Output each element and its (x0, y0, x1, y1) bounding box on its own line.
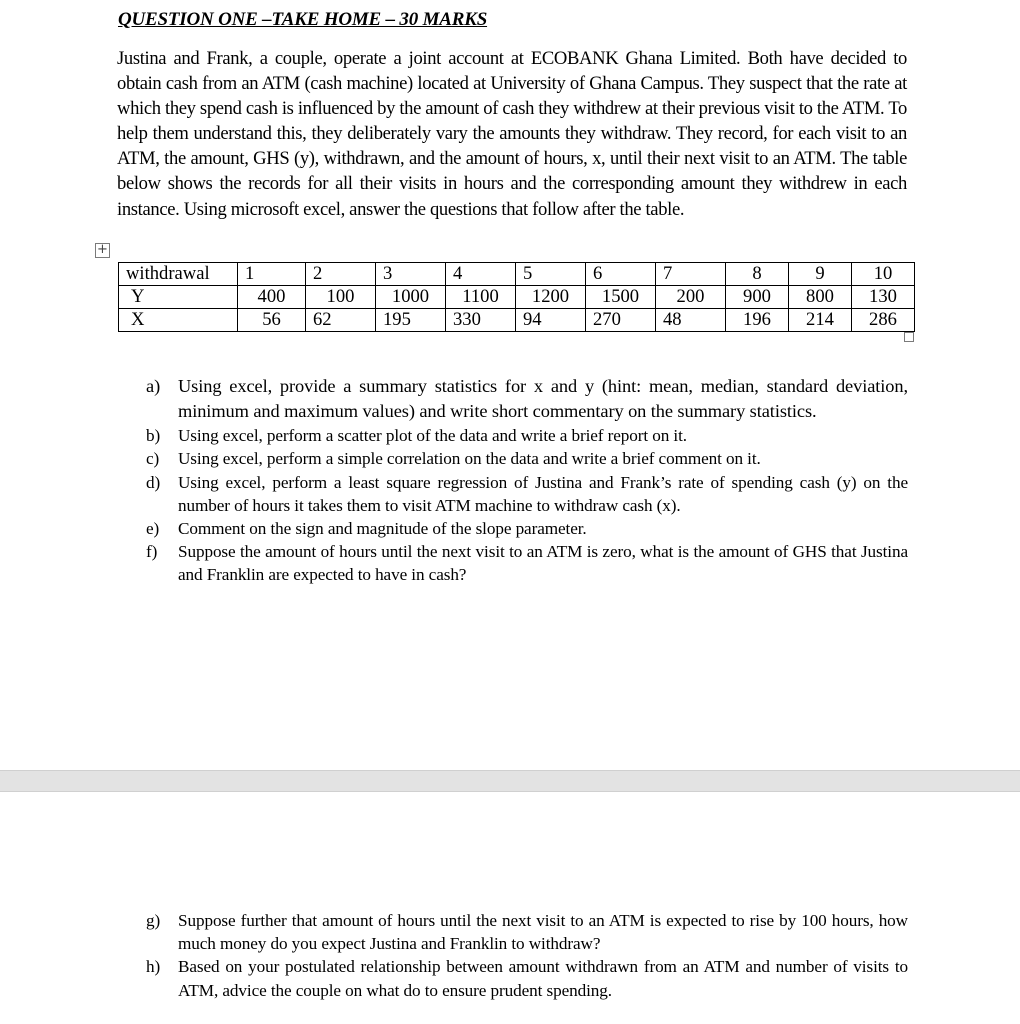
question-text: Using excel, perform a simple correlation on the data and write a brief comment on it. (178, 449, 761, 469)
table-cell[interactable]: 10 (852, 263, 915, 286)
table-cell[interactable]: 8 (726, 263, 789, 286)
question-list (146, 374, 908, 587)
list-marker: b) (146, 426, 161, 446)
table-row-y (119, 286, 915, 309)
table-row-x (119, 309, 915, 332)
table-cell[interactable]: 5 (516, 263, 586, 286)
intro-paragraph[interactable]: Justina and Frank, a couple, operate a joint account at ECOBANK Ghana Limited. Both have decided to obtain cash from an ATM (cash machine) located at University of Ghana Campus. They suspect that the rate at which they spend cash is influenced by the amount of cash they withdrew at their previous visit to the ATM. To help them understand this, they deliberately vary the amounts they withdraw. They record, for each visit to an ATM, the amount, GHS (y), withdrawn, and the amount of hours, x, until their next visit to an ATM. The table below shows the records for all their visits in hours and the corresponding amount they withdrew in each instance. Using microsoft excel, answer the questions that follow after the table. (117, 48, 907, 220)
question-list-page-2 (146, 909, 908, 1002)
table-cell[interactable]: 7 (656, 263, 726, 286)
table-cell[interactable]: 6 (586, 263, 656, 286)
list-item[interactable] (146, 909, 908, 955)
table-cell[interactable]: 100 (306, 286, 376, 309)
table-cell[interactable]: 270 (586, 309, 656, 332)
page-gap (0, 770, 1020, 792)
list-item[interactable] (146, 517, 908, 540)
list-item[interactable] (146, 424, 908, 447)
question-text: Using excel, perform a scatter plot of the data and write a brief report on it. (178, 426, 687, 446)
list-marker: e) (146, 519, 160, 538)
table-cell[interactable]: 286 (852, 309, 915, 332)
question-text: Suppose further that amount of hours until the next visit to an ATM is expected to rise by 100 hours, how much money do you expect Justina and Franklin to withdraw? (178, 911, 908, 954)
table-cell[interactable]: 9 (789, 263, 852, 286)
data-table (118, 262, 915, 332)
table-cell[interactable]: 900 (726, 286, 789, 309)
question-text: Suppose the amount of hours until the next visit to an ATM is zero, what is the amount of GHS that Justina and Franklin are expected to have in cash? (178, 542, 908, 585)
list-item[interactable] (146, 374, 908, 424)
table-cell[interactable]: 195 (376, 309, 446, 332)
list-marker: f) (146, 542, 158, 562)
table-cell[interactable]: 56 (238, 309, 306, 332)
table-cell[interactable]: 400 (238, 286, 306, 309)
table-cell[interactable]: 130 (852, 286, 915, 309)
table-cell[interactable]: 1500 (586, 286, 656, 309)
question-text: Comment on the sign and magnitude of the slope parameter. (178, 519, 587, 538)
table-row-withdrawal (119, 263, 915, 286)
list-marker: d) (146, 472, 161, 492)
table-move-handle-icon[interactable]: + (95, 243, 110, 258)
question-text: Based on your postulated relationship between amount withdrawn from an ATM and number of visits to ATM, advice the couple on what do to ensure prudent spending. (178, 957, 908, 1000)
list-marker: h) (146, 957, 161, 977)
table-cell[interactable]: 94 (516, 309, 586, 332)
list-item[interactable] (146, 540, 908, 586)
table-cell[interactable]: 214 (789, 309, 852, 332)
table-cell[interactable]: 48 (656, 309, 726, 332)
row-label[interactable]: X (119, 309, 238, 332)
question-text: Using excel, provide a summary statistics for x and y (hint: mean, median, standard deviation, minimum and maximum values) and write short commentary on the summary statistics. (178, 376, 908, 422)
list-item[interactable] (146, 447, 908, 470)
list-marker: a) (146, 376, 161, 396)
table-cell[interactable]: 330 (446, 309, 516, 332)
question-text: Using excel, perform a least square regression of Justina and Frank’s rate of spending cash (y) on the number of hours it takes them to visit ATM machine to withdraw cash (x). (178, 472, 908, 515)
list-marker: g) (146, 911, 161, 930)
row-label[interactable]: Y (119, 286, 238, 309)
table-cell[interactable]: 3 (376, 263, 446, 286)
question-heading: QUESTION ONE –TAKE HOME – 30 MARKS (118, 9, 488, 30)
table-resize-handle-icon[interactable] (904, 332, 914, 342)
table-cell[interactable]: 2 (306, 263, 376, 286)
table-cell[interactable]: 200 (656, 286, 726, 309)
table-cell[interactable]: 1000 (376, 286, 446, 309)
table-cell[interactable]: 1 (238, 263, 306, 286)
table-cell[interactable]: 800 (789, 286, 852, 309)
table-cell[interactable]: 1200 (516, 286, 586, 309)
list-item[interactable] (146, 471, 908, 517)
list-item[interactable] (146, 955, 908, 1001)
list-marker: c) (146, 449, 160, 469)
row-label[interactable]: withdrawal (119, 263, 238, 286)
table-cell[interactable]: 1100 (446, 286, 516, 309)
table-cell[interactable]: 62 (306, 309, 376, 332)
table-cell[interactable]: 196 (726, 309, 789, 332)
table-cell[interactable]: 4 (446, 263, 516, 286)
